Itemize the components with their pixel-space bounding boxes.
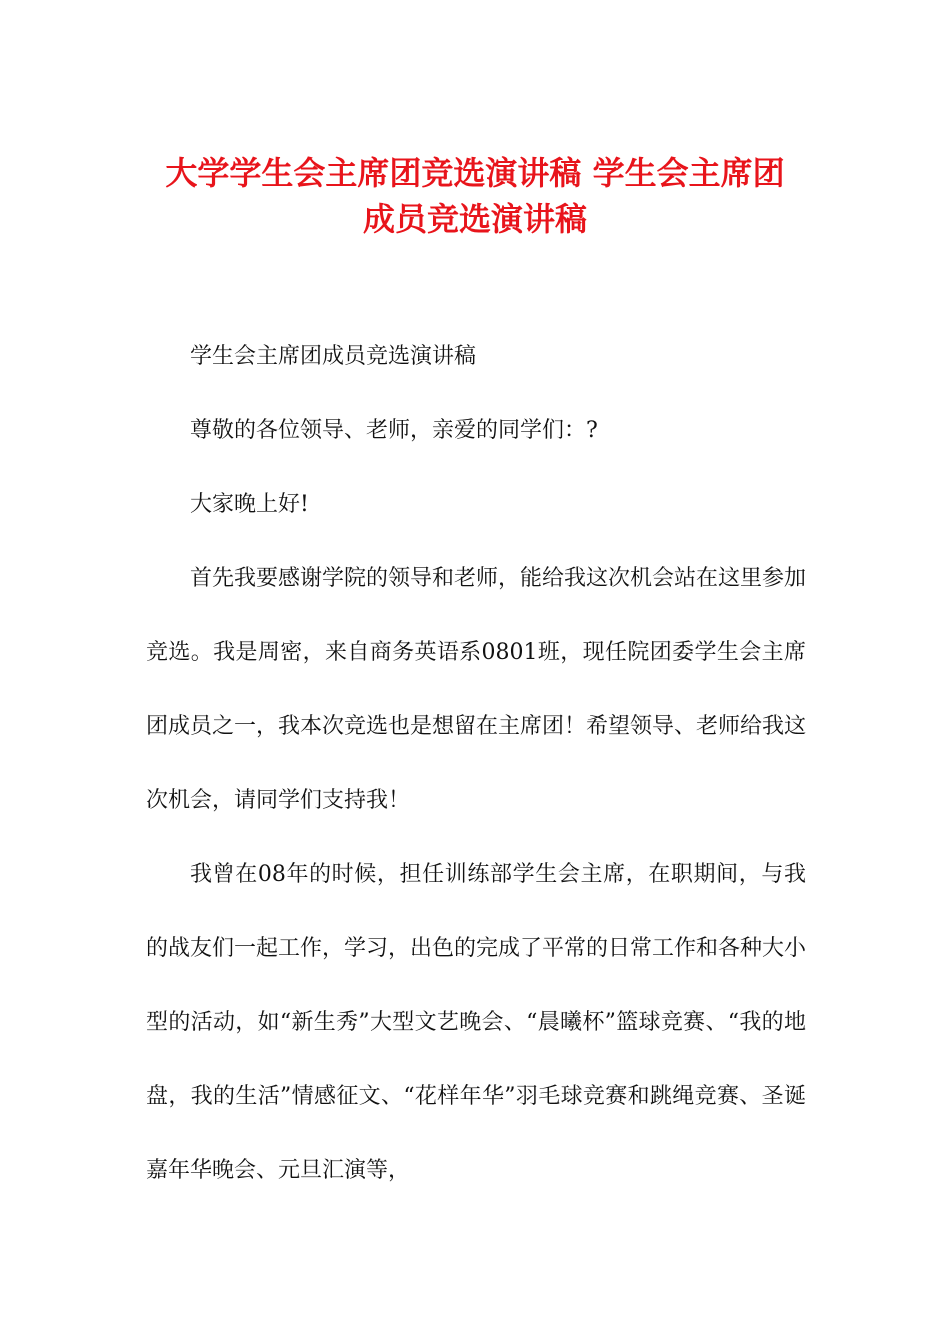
paragraph-subtitle: 学生会主席团成员竞选演讲稿: [190, 344, 477, 369]
title-line-2: 成员竞选演讲稿: [362, 200, 587, 238]
paragraph-salutation: 尊敬的各位领导、老师，亲爱的同学们：?: [190, 418, 598, 443]
paragraph-greeting: 大家晚上好!: [190, 492, 309, 517]
paragraph-introduction: 首先我要感谢学院的领导和老师，能给我这次机会站在这里参加竞选。我是周密，来自商务英语系0801班，现任院团委学生会主席团成员之一，我本次竞选也是想留在主席团！希望领导、老师给我这次机会，请同学们支持我！: [146, 566, 807, 813]
paragraph-experience: 我曾在08年的时候，担任训练部学生会主席，在职期间，与我的战友们一起工作，学习，出色的完成了平常的日常工作和各种大小型的活动，如“新生秀”大型文艺晚会、“晨曦杯”篮球竞赛、“我的地盘，我的生活”情感征文、“花样年华”羽毛球竞赛和跳绳竞赛、圣诞嘉年华晚会、元旦汇演等，: [146, 862, 807, 1183]
document-body: [146, 320, 806, 1208]
document-title: [100, 150, 850, 242]
title-line-1: 大学学生会主席团竞选演讲稿 学生会主席团: [165, 154, 785, 192]
